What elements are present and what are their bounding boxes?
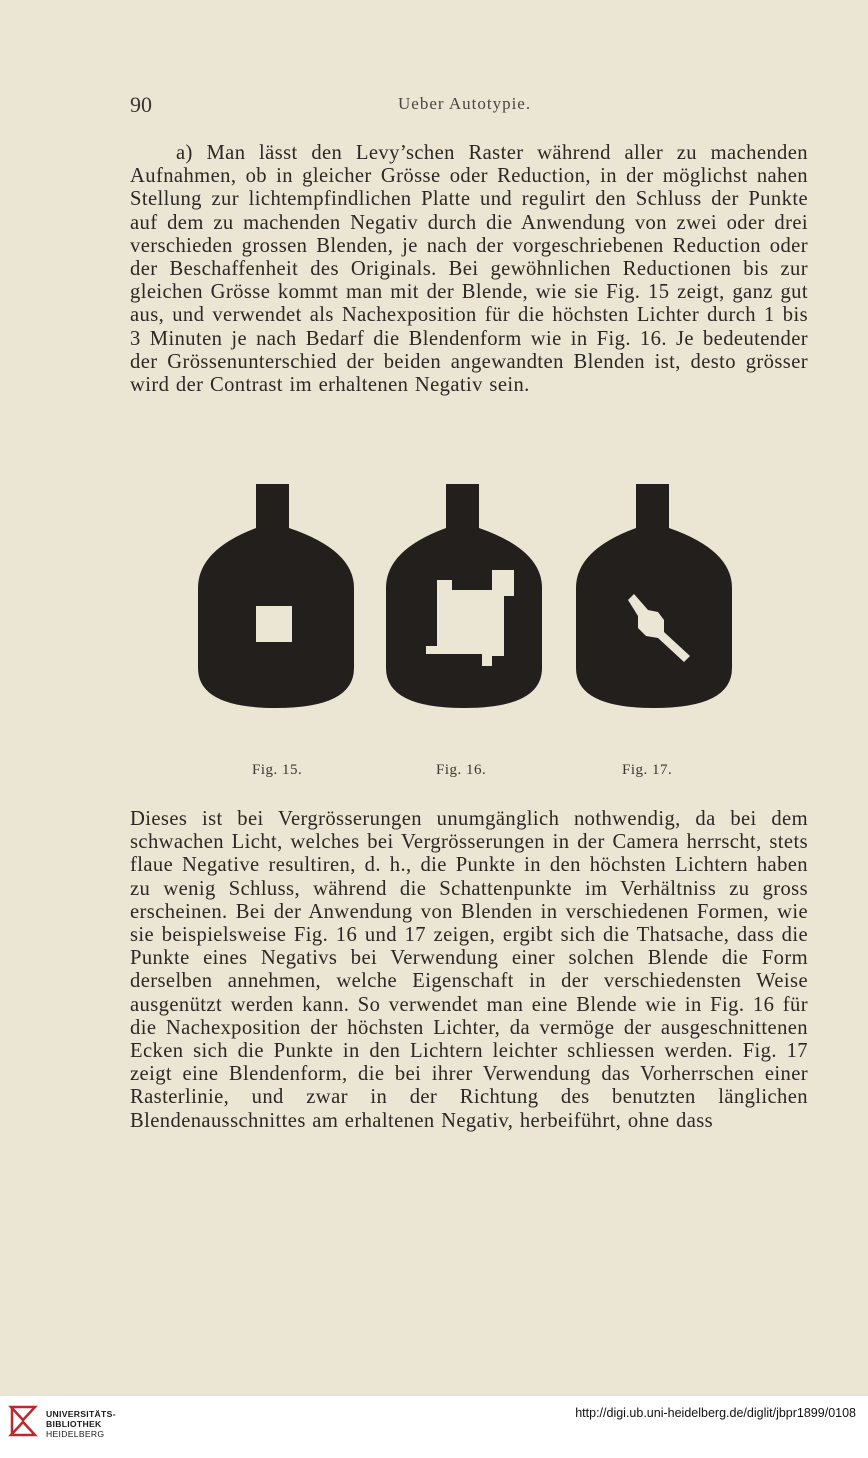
- slot-aperture-stop-icon: [572, 480, 732, 710]
- institution-line-1: UNIVERSITÄTS-: [46, 1409, 116, 1419]
- figure-group: [196, 480, 736, 710]
- paragraph-1: a) Man lässt den Levy’schen Raster während aller zu machenden Aufnahmen, ob in gleicher Grösse oder Reduction, in der möglichst nahen Stellung zur lichtempfindlichen Platte und regulirt den Schluss der Punkte auf dem zu machenden Negativ durch die Anwendung von zwei oder drei verschieden grossen Blenden, je nach der vorgeschriebenen Reduction oder der Beschaffenheit des Originals. Bei gewöhnlichen Reductionen bis zur gleichen Grösse kommt man mit der Blende, wie sie Fig. 15 zeigt, ganz gut aus, und verwendet als Nachexposition für die höchsten Lichter durch 1 bis 3 Minuten je nach Bedarf die Blendenform wie in Fig. 16. Je bedeutender der Grössenunterschied der beiden angewandten Blenden ist, desto grösser wird der Contrast im erhaltenen Negativ sein.: [130, 142, 808, 397]
- square-aperture-stop-icon: [196, 480, 356, 710]
- page-number: 90: [130, 92, 152, 117]
- paragraph-2: Dieses ist bei Vergrösserungen unumgänglich nothwendig, da bei dem schwachen Licht, welches bei Vergrösserungen in der Camera herrscht, stets flaue Negative resultiren, d. h., die Punkte in den höchsten Lichtern haben zu wenig Schluss, während die Schattenpunkte im Verhältniss zu gross erscheinen. Bei der Anwendung von Blenden in verschiedenen Formen, wie sie beispielsweise Fig. 16 und 17 zeigen, ergibt sich die Thatsache, dass die Punkte eines Negativs bei Verwendung einer solchen Blende die Form derselben annehmen, welche Eigenschaft in der verschiedensten Weise ausgenützt werden kann. So verwendet man eine Blende wie in Fig. 16 für die Nachexposition der höchsten Lichter, da vermöge der ausgeschnittenen Ecken sich die Punkte in den Lichtern leichter schliessen werden. Fig. 17 zeigt eine Blendenform, die bei ihrer Verwendung das Vorherrschen einer Rasterlinie, und zwar in der Richtung des benutzten länglichen Blendenausschnittes am erhaltenen Negativ, herbeiführt, ohne dass: [130, 808, 808, 1132]
- permalink-url[interactable]: http://digi.ub.uni-heidelberg.de/diglit/jbpr1899/0108: [575, 1406, 856, 1420]
- page-header: [130, 92, 810, 118]
- caption-fig-16: Fig. 16.: [436, 762, 487, 778]
- running-head: Ueber Autotypie.: [398, 94, 532, 113]
- university-library-logo-icon: [8, 1404, 38, 1438]
- institution-line-3: HEIDELBERG: [46, 1429, 105, 1439]
- caption-fig-15: Fig. 15.: [252, 762, 303, 778]
- library-footer: [0, 1396, 868, 1458]
- caption-fig-17: Fig. 17.: [622, 762, 673, 778]
- institution-name: [46, 1409, 116, 1439]
- figure-16: [384, 480, 544, 710]
- figure-17: [572, 480, 732, 710]
- figure-15: [196, 480, 356, 710]
- figure-captions: [130, 762, 810, 786]
- notched-square-aperture-stop-icon: [384, 480, 544, 710]
- institution-line-2: BIBLIOTHEK: [46, 1419, 102, 1429]
